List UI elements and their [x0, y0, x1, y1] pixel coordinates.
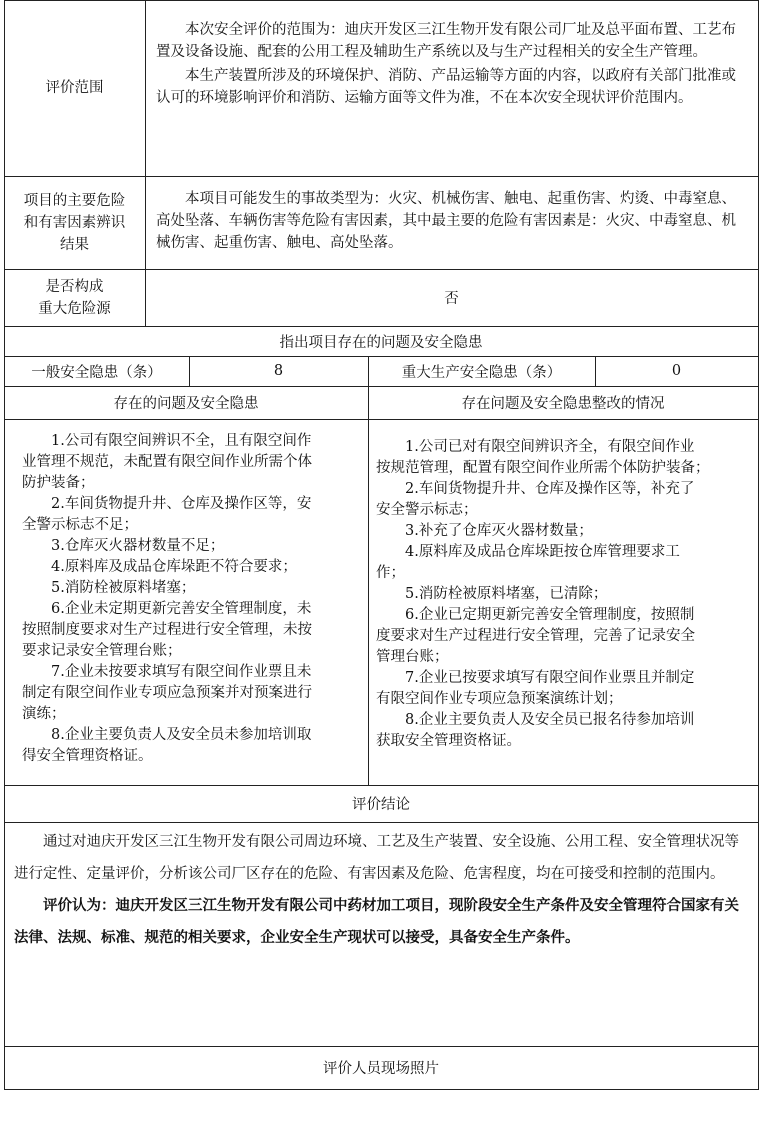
rectification-line: 获取安全管理资格证。	[376, 733, 521, 749]
issues-header: 指出项目存在的问题及安全隐患	[279, 334, 483, 351]
rectification-line: 6.企业已定期更新完善安全管理制度，按照制	[405, 607, 695, 623]
issue-line: 4.原料库及成品仓库垛距不符合要求；	[51, 559, 297, 575]
major-hazard-count: 0	[671, 363, 682, 379]
hazards-label-line-2: 和有害因素辨识	[23, 214, 126, 231]
rectification-line: 有限空间作业专项应急预案演练计划；	[376, 691, 623, 707]
conclusion-paragraph: 通过对迪庆开发区三江生物开发有限公司周边环境、工艺及生产装置、安全设施、公用工程、安全管理状况等进行定性、定量评价，分析该公司厂区存在的危险、有害因素及危险、危害程度，均在可接受和控制的范围内。	[14, 834, 739, 882]
conclusion-text	[14, 826, 750, 954]
issue-line: 6.企业未定期更新完善安全管理制度，未	[51, 601, 312, 617]
issues-column-title: 存在的问题及安全隐患	[113, 396, 259, 412]
issue-line: 1.公司有限空间辨识不全，且有限空间作	[51, 433, 312, 449]
rectification-list	[376, 437, 754, 752]
issue-line: 要求记录安全管理台账；	[22, 643, 182, 659]
scope-text	[156, 19, 748, 109]
issue-line: 得安全管理资格证。	[22, 748, 153, 764]
major-hazard-label-line-1: 是否构成	[45, 278, 104, 295]
major-hazard-count-label: 重大生产安全隐患（条）	[401, 364, 562, 381]
rectification-line: 3.补充了仓库灭火器材数量；	[405, 523, 593, 539]
rectification-line: 4.原料库及成品仓库垛距按仓库管理要求工	[405, 544, 680, 560]
hazards-paragraph: 本项目可能发生的事故类型为：火灾、机械伤害、触电、起重伤害、灼烫、中毒窒息、高处坠落、车辆伤害等危险有害因素，其中最主要的危险有害因素是：火灾、中毒窒息、机械伤害、起重伤害、触电、高处坠落。	[156, 191, 736, 251]
issue-line: 5.消防栓被原料堵塞；	[51, 580, 196, 596]
photo-section-title: 评价人员现场照片	[323, 1061, 439, 1077]
issue-line: 按照制度要求对生产过程进行安全管理，未按	[22, 622, 312, 638]
hazards-label-line-1: 项目的主要危险	[23, 192, 126, 209]
issue-line: 演练；	[22, 706, 66, 722]
rectification-line: 2.车间货物提升井、仓库及操作区等，补充了	[405, 481, 695, 497]
issue-line: 防护装备；	[22, 475, 95, 491]
issue-line: 2.车间货物提升井、仓库及操作区等，安	[51, 496, 312, 512]
issue-line: 8.企业主要负责人及安全员未参加培训取	[51, 727, 312, 743]
conclusion-title: 评价结论	[352, 797, 410, 813]
scope-paragraph-1: 本次安全评价的范围为：迪庆开发区三江生物开发有限公司厂址及总平面布置、工艺布置及设备设施、配套的公用工程及辅助生产系统以及与生产过程相关的安全生产管理。	[156, 22, 736, 60]
rectification-line: 安全警示标志；	[376, 502, 478, 518]
rectification-line: 1.公司已对有限空间辨识齐全，有限空间作业	[405, 439, 695, 455]
scope-label: 评价范围	[45, 80, 104, 96]
issue-line: 制定有限空间作业专项应急预案并对预案进行	[22, 685, 312, 701]
rectification-column-title: 存在问题及安全隐患整改的情况	[461, 396, 665, 412]
general-hazard-label: 一般安全隐患（条）	[31, 364, 162, 381]
rectification-line: 管理台账；	[376, 649, 449, 665]
major-hazard-label	[4, 269, 145, 326]
hazards-label	[4, 176, 145, 269]
evaluation-table	[4, 0, 759, 1089]
scope-paragraph-2: 本生产装置所涉及的环境保护、消防、产品运输等方面的内容，以政府有关部门批准或认可的环境影响评价和消防、运输方面等文件为准，不在本次安全现状评价范围内。	[156, 68, 736, 106]
conclusion-bold-paragraph: 评价认为：迪庆开发区三江生物开发有限公司中药材加工项目，现阶段安全生产条件及安全管理符合国家有关法律、法规、标准、规范的相关要求，企业安全生产现状可以接受，具备安全生产条件。	[14, 897, 739, 946]
hazards-text	[156, 188, 748, 254]
rectification-line: 按规范管理，配置有限空间作业所需个体防护装备；	[376, 460, 710, 476]
issue-line: 3.仓库灭火器材数量不足；	[51, 538, 225, 554]
rectification-line: 7.企业已按要求填写有限空间作业票且并制定	[405, 670, 695, 686]
rectification-line: 度要求对生产过程进行安全管理，完善了记录安全	[376, 628, 695, 644]
rectification-line: 8.企业主要负责人及安全员已报名待参加培训	[405, 712, 695, 728]
rectification-line: 5.消防栓被原料堵塞，已清除；	[405, 586, 608, 602]
hazards-label-line-3: 结果	[60, 236, 89, 253]
rectification-line: 作；	[376, 565, 405, 581]
issues-list	[22, 431, 362, 767]
major-hazard-value: 否	[444, 291, 459, 307]
general-hazard-count: 8	[273, 363, 284, 379]
issue-line: 业管理不规范，未配置有限空间作业所需个体	[22, 454, 312, 470]
issue-line: 7.企业未按要求填写有限空间作业票且未	[51, 664, 312, 680]
major-hazard-label-line-2: 重大危险源	[38, 300, 111, 317]
issue-line: 全警示标志不足；	[22, 517, 138, 533]
